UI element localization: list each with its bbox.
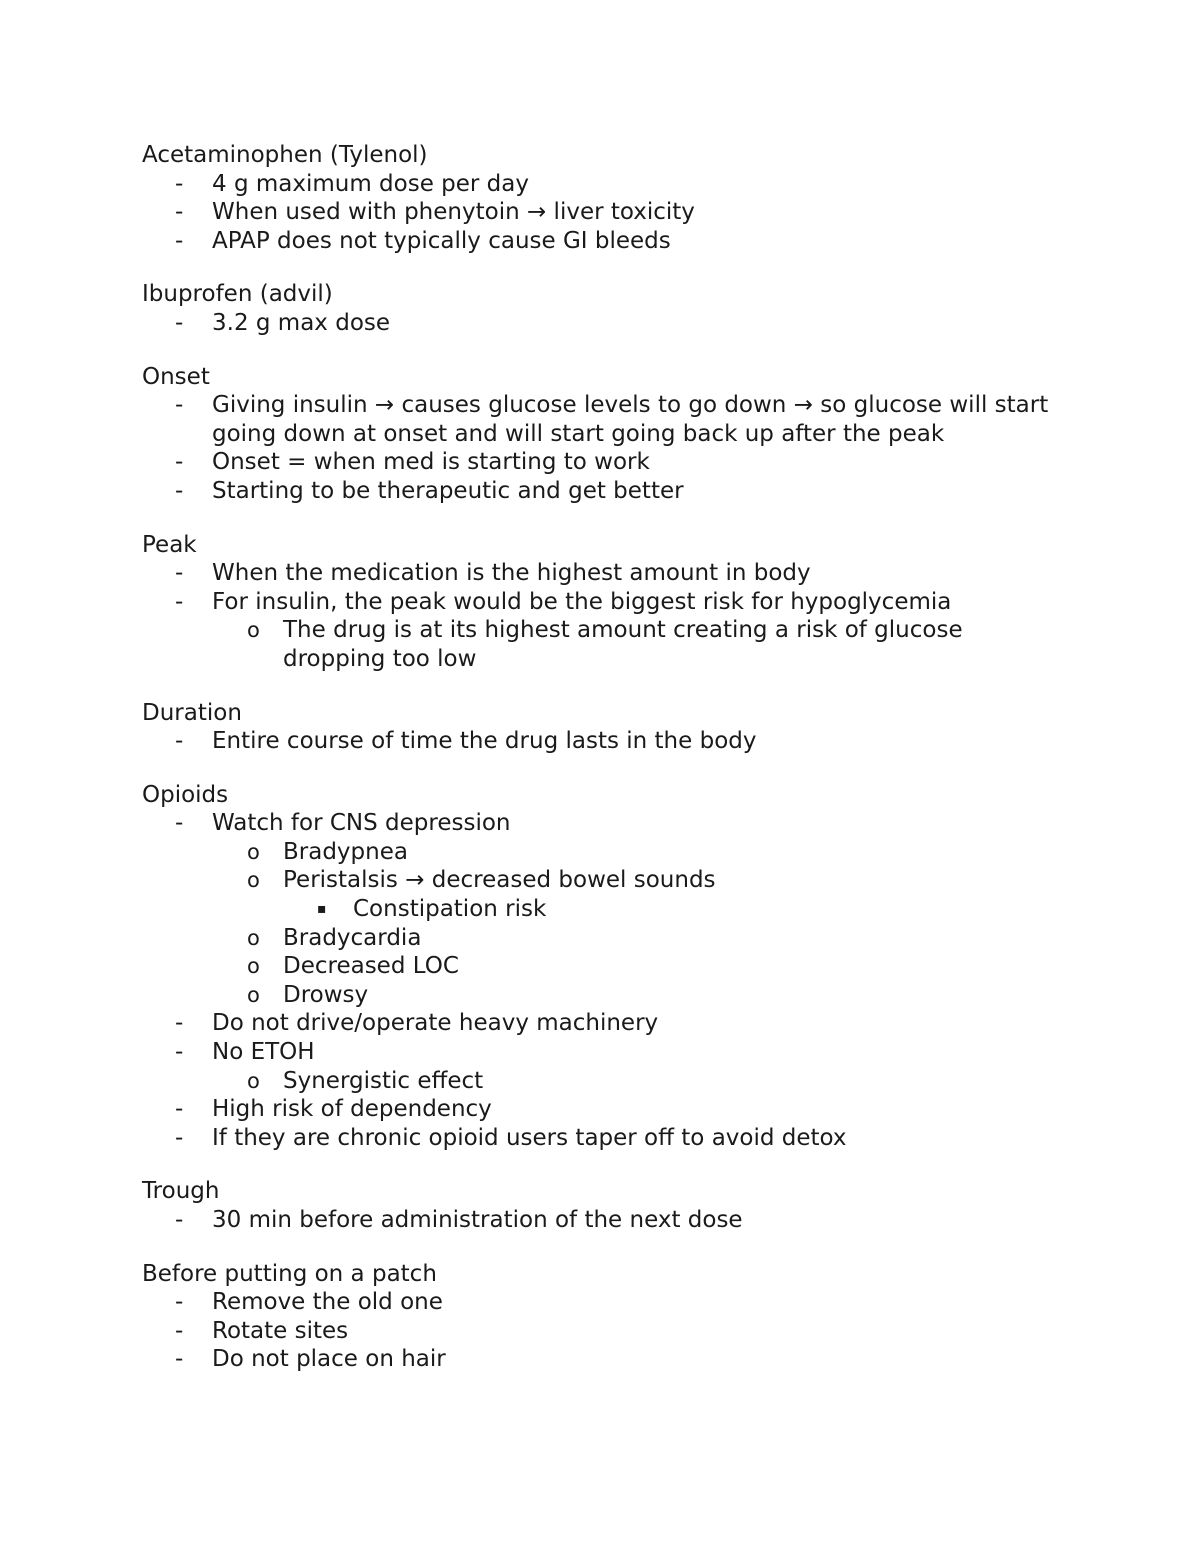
list-item-text: Drowsy <box>283 981 369 1008</box>
list-item-text: Entire course of time the drug lasts in the body <box>212 728 757 755</box>
section-heading: Opioids <box>142 781 229 808</box>
list-item <box>142 1038 1062 1067</box>
list-item <box>142 170 1062 199</box>
list-item <box>142 866 1062 895</box>
dash-bullet-icon: - <box>175 1096 184 1123</box>
list-item-text: Starting to be therapeutic and get better <box>212 477 684 504</box>
circle-bullet-icon: o <box>247 839 260 864</box>
list-item <box>142 1009 1062 1038</box>
list-item-text: The drug is at its highest amount creating a risk of glucose dropping too low <box>283 617 963 672</box>
list-item <box>142 1206 1062 1235</box>
list-item-text: For insulin, the peak would be the biggest risk for hypoglycemia <box>212 588 952 615</box>
section-heading: Duration <box>142 699 242 726</box>
dash-bullet-icon: - <box>175 588 184 615</box>
list-item-text: Peristalsis → decreased bowel sounds <box>283 867 716 894</box>
section-heading: Acetaminophen (Tylenol) <box>142 142 428 168</box>
list-item <box>142 895 1062 924</box>
list-item-text: Giving insulin → causes glucose levels to go down → so glucose will start going down at onset and will start going back up after the peak <box>212 392 1049 447</box>
section-heading: Ibuprofen (advil) <box>142 281 333 308</box>
list-item-text: Bradypnea <box>283 838 408 865</box>
list-item <box>142 727 1062 756</box>
list-item-text: When the medication is the highest amount in body <box>212 560 811 587</box>
list-item <box>142 1345 1062 1374</box>
list-item <box>142 924 1062 953</box>
list-item <box>142 1095 1062 1124</box>
circle-bullet-icon: o <box>247 618 260 643</box>
list-item-text: Synergistic effect <box>283 1067 484 1094</box>
dash-bullet-icon: - <box>175 1010 184 1037</box>
circle-bullet-icon: o <box>247 954 260 979</box>
list-item-text: Watch for CNS depression <box>212 810 511 837</box>
dash-bullet-icon: - <box>175 1317 184 1344</box>
dash-bullet-icon: - <box>175 309 184 336</box>
list-item-text: When used with phenytoin → liver toxicity <box>212 199 695 226</box>
note-section <box>142 141 1062 255</box>
note-section <box>142 280 1062 337</box>
dash-bullet-icon: - <box>175 477 184 504</box>
list-item-text: High risk of dependency <box>212 1096 492 1123</box>
note-section <box>142 531 1062 674</box>
list-item-text: Decreased LOC <box>283 953 459 980</box>
list-item-text: Onset = when med is starting to work <box>212 449 650 476</box>
section-heading: Trough <box>142 1178 220 1205</box>
section-heading: Onset <box>142 363 210 390</box>
circle-bullet-icon: o <box>247 1068 260 1093</box>
circle-bullet-icon: o <box>247 982 260 1007</box>
list-item <box>142 981 1062 1010</box>
document-body <box>142 141 1062 1399</box>
list-item <box>142 616 1062 673</box>
list-item-text: Do not drive/operate heavy machinery <box>212 1010 659 1037</box>
note-section <box>142 363 1062 506</box>
note-section <box>142 699 1062 756</box>
list-item-text: No ETOH <box>212 1039 315 1066</box>
dash-bullet-icon: - <box>175 1289 184 1316</box>
list-item-text: Rotate sites <box>212 1317 349 1344</box>
section-heading: Before putting on a patch <box>142 1260 437 1287</box>
dash-bullet-icon: - <box>175 227 184 254</box>
list-item <box>142 1288 1062 1317</box>
dash-bullet-icon: - <box>175 170 184 197</box>
dash-bullet-icon: - <box>175 1207 184 1233</box>
list-item-text: Do not place on hair <box>212 1346 446 1373</box>
dash-bullet-icon: - <box>175 1039 184 1066</box>
dash-bullet-icon: - <box>175 560 184 587</box>
list-item <box>142 1067 1062 1096</box>
list-item <box>142 198 1062 227</box>
circle-bullet-icon: o <box>247 925 260 950</box>
list-item <box>142 309 1062 338</box>
list-item <box>142 809 1062 838</box>
list-item <box>142 227 1062 256</box>
note-section <box>142 781 1062 1153</box>
list-item-text: If they are chronic opioid users taper off to avoid detox <box>212 1124 847 1151</box>
list-item <box>142 391 1062 448</box>
note-section <box>142 1177 1062 1234</box>
list-item-text: Bradycardia <box>283 924 422 951</box>
dash-bullet-icon: - <box>175 1124 184 1151</box>
list-item-text: Constipation risk <box>353 896 547 923</box>
list-item <box>142 952 1062 981</box>
list-item-text: Remove the old one <box>212 1289 443 1316</box>
list-item <box>142 588 1062 617</box>
note-section <box>142 1260 1062 1374</box>
dash-bullet-icon: - <box>175 392 184 419</box>
list-item <box>142 477 1062 506</box>
list-item-text: 4 g maximum dose per day <box>212 170 529 197</box>
list-item-text: 30 min before administration of the next dose <box>212 1207 743 1233</box>
dash-bullet-icon: - <box>175 199 184 226</box>
dash-bullet-icon: - <box>175 1346 184 1373</box>
list-item <box>142 1317 1062 1346</box>
list-item <box>142 448 1062 477</box>
circle-bullet-icon: o <box>247 868 260 893</box>
dash-bullet-icon: - <box>175 728 184 755</box>
dash-bullet-icon: - <box>175 449 184 476</box>
list-item <box>142 838 1062 867</box>
list-item <box>142 559 1062 588</box>
list-item-text: APAP does not typically cause GI bleeds <box>212 227 671 254</box>
dash-bullet-icon: - <box>175 810 184 837</box>
list-item-text: 3.2 g max dose <box>212 309 391 336</box>
section-heading: Peak <box>142 531 197 558</box>
list-item <box>142 1124 1062 1153</box>
square-bullet-icon: ▪ <box>317 901 327 918</box>
